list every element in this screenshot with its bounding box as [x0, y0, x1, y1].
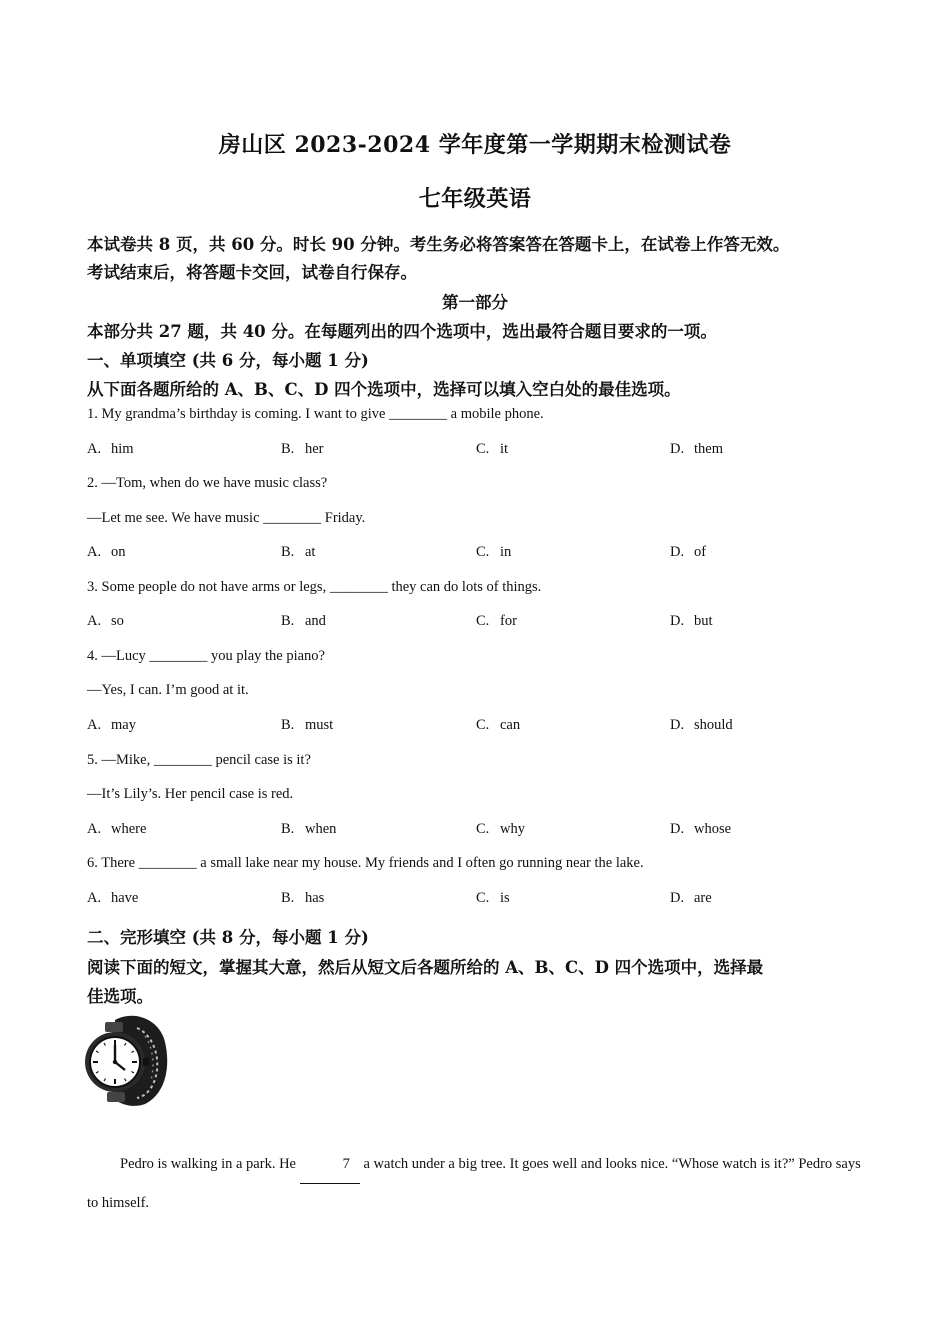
option-c[interactable]: C. why: [476, 821, 525, 837]
question-4: 4. —Lucy ________ you play the piano?: [87, 648, 325, 664]
instruction-line-1: 本试卷共 8 页，共 60 分。时长 90 分钟。考生务必将答案答在答题卡上，在试卷上作答无效。: [87, 235, 790, 254]
blank-7[interactable]: 7: [300, 1145, 360, 1184]
question-5: 5. —Mike, ________ pencil case is it?: [87, 752, 311, 768]
option-a[interactable]: A. on: [87, 544, 126, 560]
option-b[interactable]: B. her: [281, 441, 324, 457]
option-b[interactable]: B. and: [281, 613, 326, 629]
question-2-line-2: —Let me see. We have music ________ Friday.: [87, 510, 366, 526]
exam-title: 房山区 2023-2024 学年度第一学期期末检测试卷: [218, 132, 732, 158]
option-c[interactable]: C. for: [476, 613, 517, 629]
question-1: 1. My grandma’s birthday is coming. I want to give ________ a mobile phone.: [87, 406, 544, 422]
section2-heading: 二、完形填空 (共 8 分，每小题 1 分): [87, 928, 369, 947]
option-d[interactable]: D. are: [670, 890, 712, 906]
option-b[interactable]: B. has: [281, 890, 325, 906]
exam-subtitle: 七年级英语: [418, 186, 532, 212]
passage-text-2: a watch under a big tree. It goes well and looks nice. “Whose watch is it?” Pedro says to himself.: [87, 1156, 861, 1211]
part-heading: 第一部分: [442, 293, 508, 312]
question-4-line-2: —Yes, I can. I’m good at it.: [87, 682, 249, 698]
option-b[interactable]: B. when: [281, 821, 337, 837]
question-5-line-2: —It’s Lily’s. Her pencil case is red.: [87, 786, 294, 802]
watch-illustration: [85, 1012, 169, 1108]
passage-text-1: Pedro is walking in a park. He: [120, 1156, 300, 1172]
option-c[interactable]: C. it: [476, 441, 509, 457]
option-d[interactable]: D. but: [670, 613, 713, 629]
section2-instruction-line-2: 佳选项。: [87, 987, 153, 1006]
section2-instruction-line-1: 阅读下面的短文，掌握其大意，然后从短文后各题所给的 A、B、C、D 四个选项中，选择最: [87, 958, 764, 977]
option-a[interactable]: A. him: [87, 441, 134, 457]
option-b[interactable]: B. at: [281, 544, 316, 560]
option-b[interactable]: B. must: [281, 717, 334, 733]
part-intro: 本部分共 27 题，共 40 分。在每题列出的四个选项中，选出最符合题目要求的一项。: [87, 322, 717, 341]
option-c[interactable]: C. can: [476, 717, 521, 733]
option-a[interactable]: A. may: [87, 717, 136, 733]
cloze-passage: [87, 1145, 867, 1222]
option-c[interactable]: C. is: [476, 890, 510, 906]
option-d[interactable]: D. whose: [670, 821, 732, 837]
option-c[interactable]: C. in: [476, 544, 512, 560]
option-d[interactable]: D. of: [670, 544, 707, 560]
option-d[interactable]: D. them: [670, 441, 723, 457]
option-a[interactable]: A. so: [87, 613, 124, 629]
section1-heading: 一、单项填空 (共 6 分，每小题 1 分): [87, 351, 369, 370]
option-d[interactable]: D. should: [670, 717, 733, 733]
question-6: 6. There ________ a small lake near my house. My friends and I often go running near the lake.: [87, 855, 644, 871]
question-3: 3. Some people do not have arms or legs, ________ they can do lots of things.: [87, 579, 542, 595]
instruction-line-2: 考试结束后，将答题卡交回，试卷自行保存。: [87, 263, 417, 282]
question-2: 2. —Tom, when do we have music class?: [87, 475, 328, 491]
section1-instruction: 从下面各题所给的 A、B、C、D 四个选项中，选择可以填入空白处的最佳选项。: [87, 380, 681, 399]
option-a[interactable]: A. have: [87, 890, 139, 906]
option-a[interactable]: A. where: [87, 821, 147, 837]
